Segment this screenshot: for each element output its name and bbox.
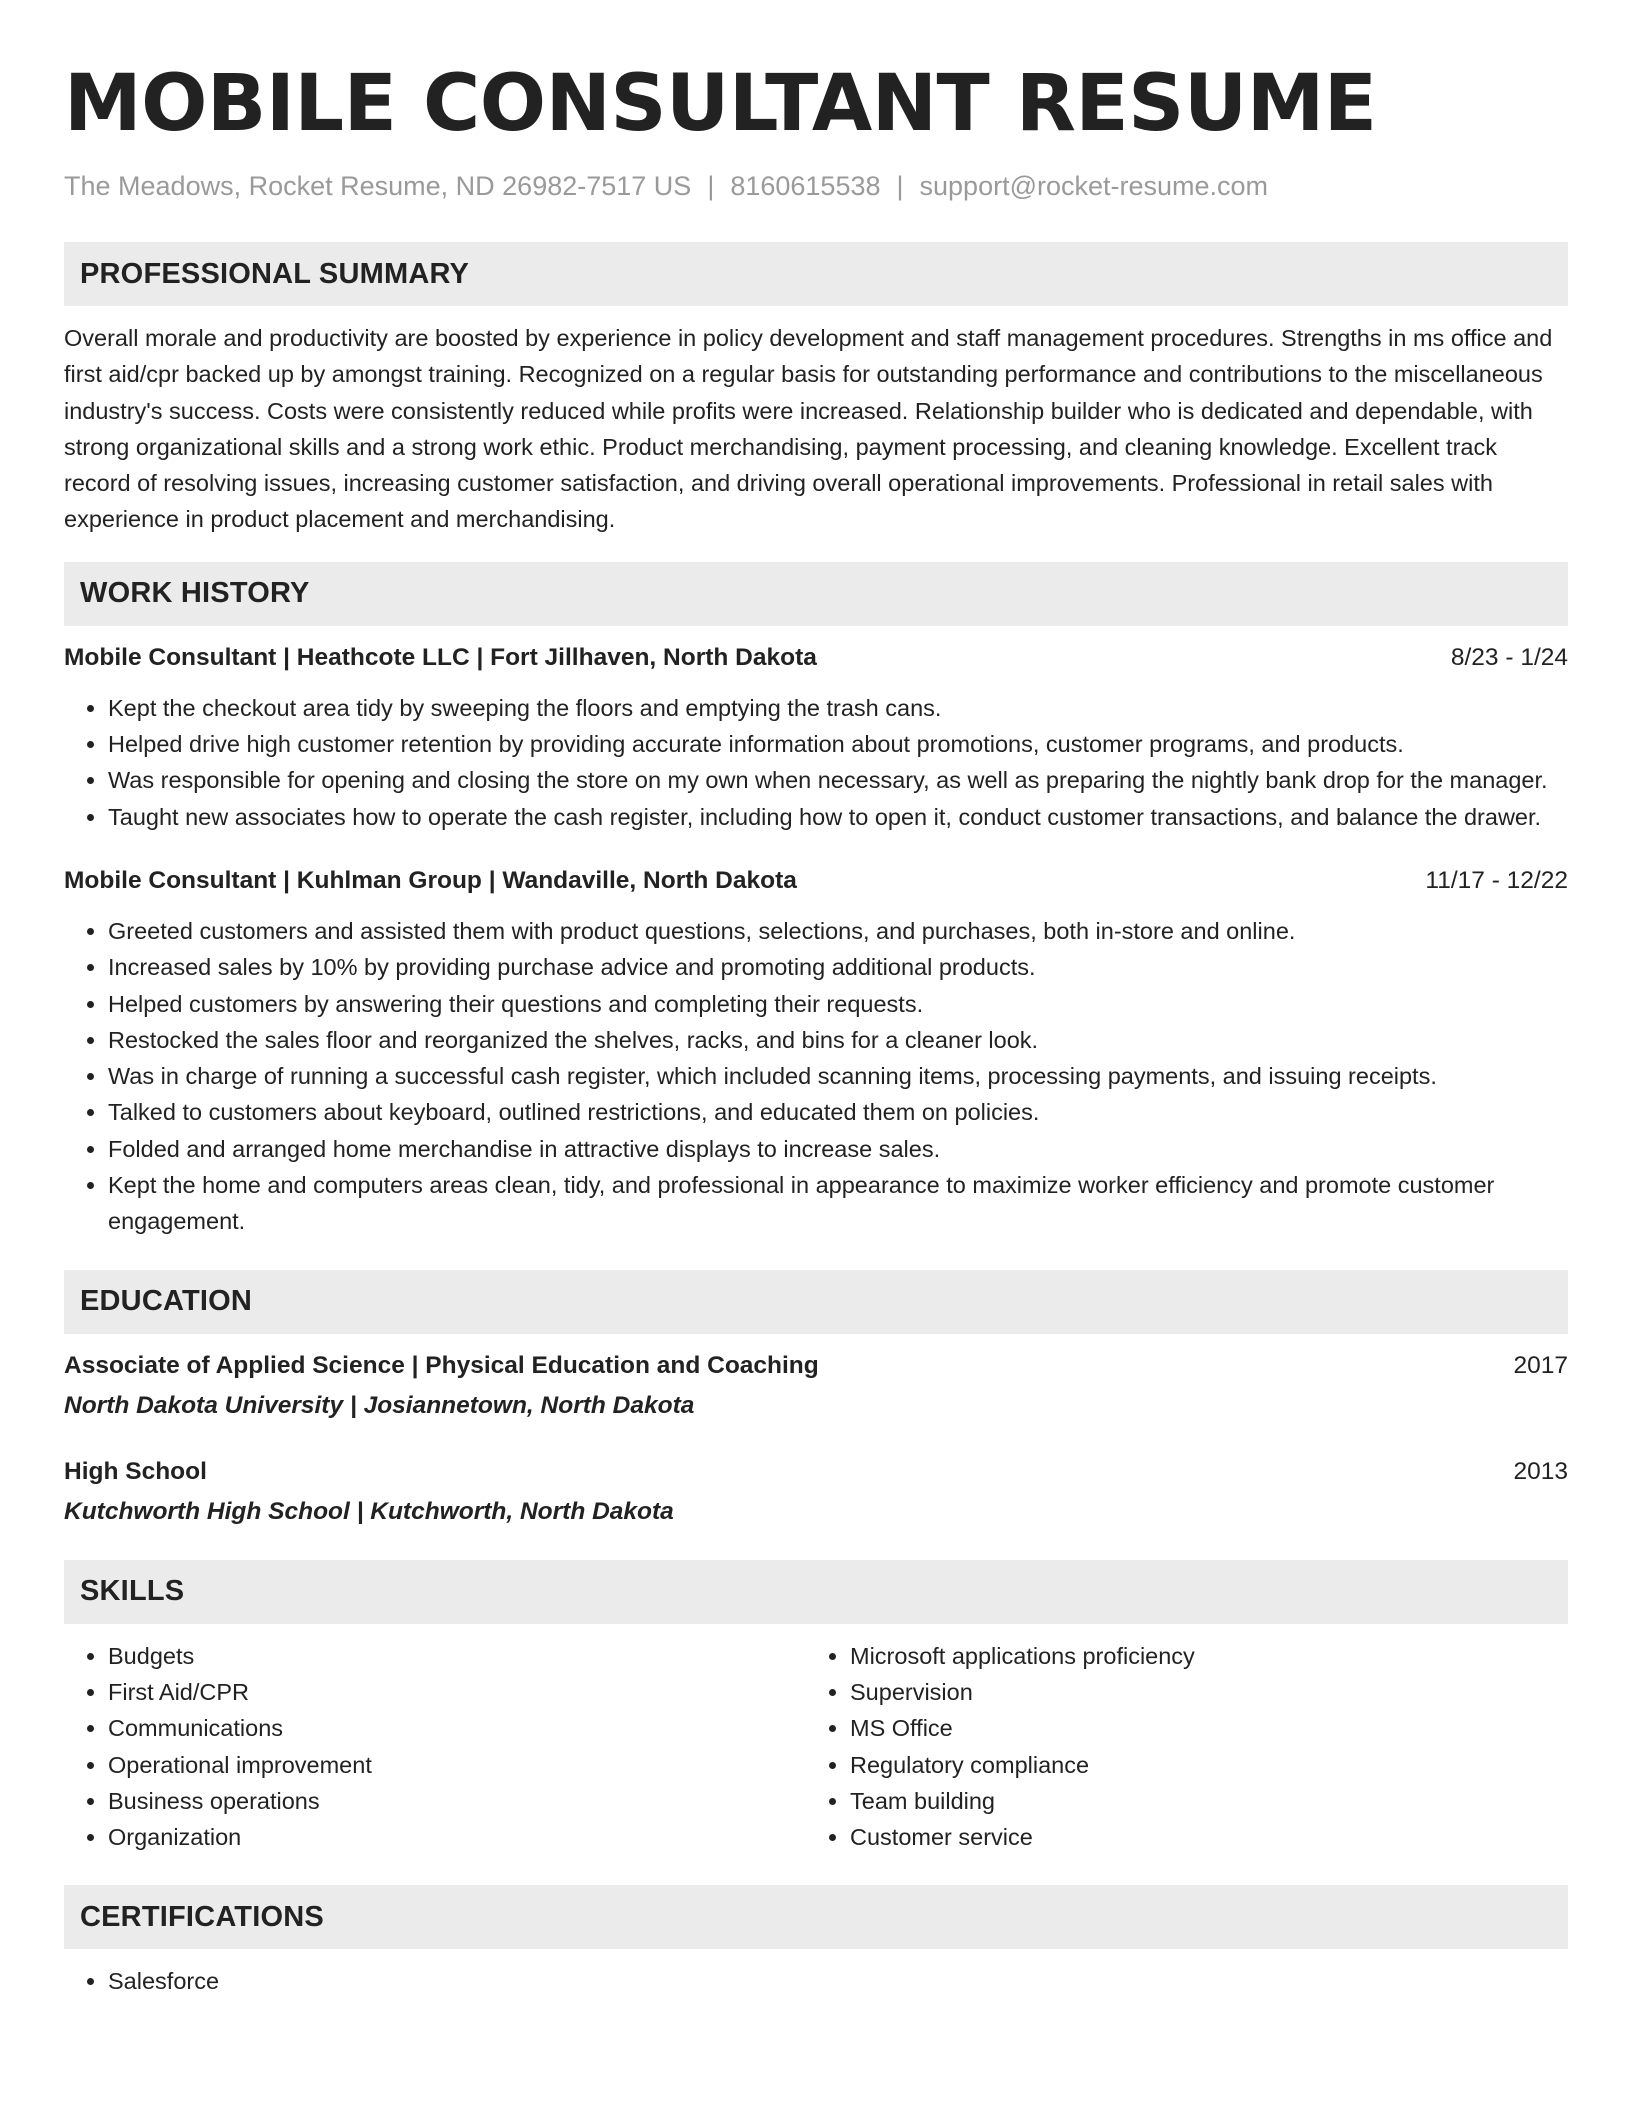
job-bullet: • Restocked the sales floor and reorganized the shelves, racks, and bins for a cleaner look. bbox=[108, 1022, 1568, 1058]
job-bullet: • Was in charge of running a successful cash register, which included scanning items, processing payments, and issuing receipts. bbox=[108, 1058, 1568, 1094]
skill-item: • Organization bbox=[108, 1819, 806, 1855]
skills-column-left bbox=[64, 1638, 806, 1856]
skill-item: • Communications bbox=[108, 1710, 806, 1746]
skill-item: • First Aid/CPR bbox=[108, 1674, 806, 1710]
job-bullet: • Helped customers by answering their questions and completing their requests. bbox=[108, 986, 1568, 1022]
job-entry bbox=[64, 640, 1568, 835]
job-header bbox=[64, 640, 1568, 676]
job-bullet: • Kept the checkout area tidy by sweeping the floors and emptying the trash cans. bbox=[108, 690, 1568, 726]
job-header bbox=[64, 863, 1568, 899]
education-entry bbox=[64, 1454, 1568, 1530]
education-header bbox=[64, 1454, 1568, 1490]
skill-item: • Customer service bbox=[850, 1819, 1548, 1855]
job-dates: 8/23 - 1/24 bbox=[1450, 643, 1568, 671]
skills-grid bbox=[64, 1638, 1568, 1856]
job-bullet: • Folded and arranged home merchandise in attractive displays to increase sales. bbox=[108, 1131, 1568, 1167]
contact-separator: | bbox=[896, 171, 904, 201]
contact-separator: | bbox=[707, 171, 715, 201]
skill-item: • Budgets bbox=[108, 1638, 806, 1674]
education-degree: High School bbox=[64, 1457, 207, 1485]
job-bullet: • Kept the home and computers areas clean, tidy, and professional in appearance to maximize worker efficiency and promote customer engagement. bbox=[108, 1167, 1568, 1240]
resume-page bbox=[64, 56, 1568, 2000]
job-bullet: • Talked to customers about keyboard, outlined restrictions, and educated them on policies. bbox=[108, 1094, 1568, 1130]
skill-item: • Business operations bbox=[108, 1783, 806, 1819]
skill-item: • Operational improvement bbox=[108, 1747, 806, 1783]
job-bullet: • Was responsible for opening and closing the store on my own when necessary, as well as preparing the nightly bank drop for the manager. bbox=[108, 762, 1568, 798]
job-bullets bbox=[64, 690, 1568, 835]
education-degree: Associate of Applied Science | Physical Education and Coaching bbox=[64, 1351, 819, 1379]
skill-item: • Supervision bbox=[850, 1674, 1548, 1710]
job-bullet: • Increased sales by 10% by providing purchase advice and promoting additional products. bbox=[108, 949, 1568, 985]
section-header-certifications: CERTIFICATIONS bbox=[64, 1885, 1568, 1949]
education-school: North Dakota University | Josiannetown, North Dakota bbox=[64, 1391, 695, 1419]
job-dates: 11/17 - 12/22 bbox=[1425, 866, 1568, 894]
skill-item: • MS Office bbox=[850, 1710, 1548, 1746]
section-header-skills: SKILLS bbox=[64, 1560, 1568, 1624]
contact-address: The Meadows, Rocket Resume, ND 26982-7517 US bbox=[64, 171, 692, 201]
section-header-education: EDUCATION bbox=[64, 1270, 1568, 1334]
contact-line bbox=[64, 168, 1568, 204]
skills-column-right bbox=[806, 1638, 1548, 1856]
skill-item: • Regulatory compliance bbox=[850, 1747, 1548, 1783]
education-entry bbox=[64, 1348, 1568, 1424]
job-title: Mobile Consultant | Kuhlman Group | Wandaville, North Dakota bbox=[64, 866, 797, 894]
section-header-work-history: WORK HISTORY bbox=[64, 562, 1568, 626]
job-title: Mobile Consultant | Heathcote LLC | Fort Jillhaven, North Dakota bbox=[64, 643, 817, 671]
education-school: Kutchworth High School | Kutchworth, North Dakota bbox=[64, 1497, 674, 1525]
education-header bbox=[64, 1348, 1568, 1384]
education-year: 2013 bbox=[1513, 1457, 1568, 1485]
job-bullet: • Helped drive high customer retention by providing accurate information about promotions, customer programs, and products. bbox=[108, 726, 1568, 762]
contact-email: support@rocket-resume.com bbox=[919, 171, 1269, 201]
skill-item: • Microsoft applications proficiency bbox=[850, 1638, 1548, 1674]
job-entry bbox=[64, 863, 1568, 1240]
job-bullet: • Greeted customers and assisted them with product questions, selections, and purchases, both in-store and online. bbox=[108, 913, 1568, 949]
certification-item: • Salesforce bbox=[108, 1963, 1568, 1999]
resume-title: MOBILE CONSULTANT RESUME bbox=[64, 59, 1377, 149]
job-bullet: • Taught new associates how to operate the cash register, including how to open it, conduct customer transactions, and balance the drawer. bbox=[108, 799, 1568, 835]
section-header-summary: PROFESSIONAL SUMMARY bbox=[64, 242, 1568, 306]
summary-text: Overall morale and productivity are boosted by experience in policy development and staff management procedures. Strengths in ms office and first aid/cpr backed up by amongst training. Recognized on a regular basis for outstanding performance and contributions to the miscellaneous industry's success. Costs were consistently reduced while profits were increased. Relationship builder who is dedicated and dependable, with strong organizational skills and a strong work ethic. Product merchandising, payment processing, and cleaning knowledge. Excellent track record of resolving issues, increasing customer satisfaction, and driving overall operational improvements. Professional in retail sales with experience in product placement and merchandising. bbox=[64, 325, 1553, 533]
contact-phone: 8160615538 bbox=[730, 171, 881, 201]
education-year: 2017 bbox=[1513, 1351, 1568, 1379]
skill-item: • Team building bbox=[850, 1783, 1548, 1819]
job-bullets bbox=[64, 913, 1568, 1240]
certifications-list bbox=[64, 1963, 1568, 1999]
